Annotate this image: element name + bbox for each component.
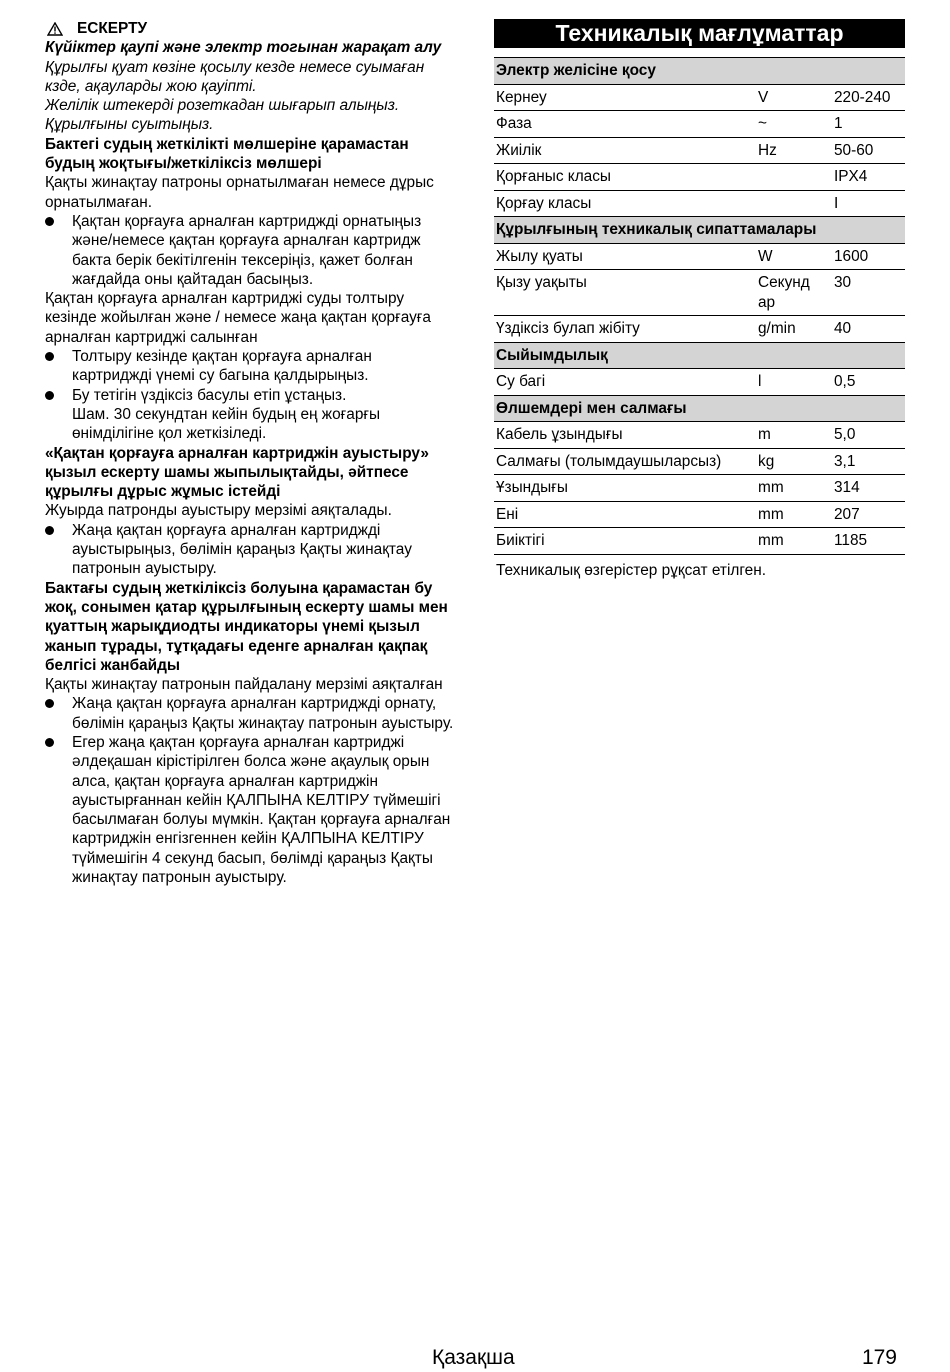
spec-value: 5,0 <box>832 422 905 449</box>
spec-row <box>494 84 905 111</box>
spec-value: 3,1 <box>832 448 905 475</box>
spec-label: Фаза <box>494 111 756 138</box>
remedy-item: Егер жаңа қақтан қорғауға арналған картриджі әлдеқашан кірістірілген болса және ақаулық орын алса, қақтан қорғауға арналған картриджін ауыстырғаннан кейін ҚАЛПЫНА КЕЛТІРУ түймешігі басылмаған болуы мүмкін. Қақтан қорғауға арналған картриджін енгізгеннен кейін ҚАЛПЫНА КЕЛТІРУ түймешігін 4 секунд басып, бөлімді қараңыз Қақты жинақтау патронын ауыстыру. <box>45 733 455 887</box>
footer-language: Қазақша <box>432 1346 515 1369</box>
spec-unit: l <box>756 369 832 396</box>
spec-unit: Секунд ар <box>756 270 832 316</box>
page-number: 179 <box>861 1346 897 1369</box>
spec-row <box>494 369 905 396</box>
spec-row <box>494 111 905 138</box>
spec-unit <box>756 164 832 191</box>
warning-line: Желілік штекерді розеткадан шығарып алыңыз. Құрылғыны суытыңыз. <box>45 97 400 134</box>
trouble-cause: Қақты жинақтау патронын пайдалану мерзімі аяқталған <box>45 676 443 694</box>
left-column <box>45 19 455 887</box>
spec-row <box>494 164 905 191</box>
spec-label: Жиілік <box>494 137 756 164</box>
trouble-title: Бактағы судың жеткіліксіз болуына қарамастан бу жоқ, сонымен қатар құрылғының ескерту шамы мен қуаттың жарықдиодты индикаторы үнемі қызыл жанып тұрады, тұтқадағы еденге арналған қақпақ белгісі жанбайды <box>45 579 448 674</box>
spec-value: 314 <box>832 475 905 502</box>
right-column <box>494 19 905 580</box>
spec-unit: W <box>756 243 832 270</box>
spec-group-row <box>494 217 905 244</box>
spec-label: Су багі <box>494 369 756 396</box>
spec-group-row <box>494 342 905 369</box>
remedy-item: Жаңа қақтан қорғауға арналған картриджді орнату, бөлімін қараңыз Қақты жинақтау патронын ауыстыру. <box>45 694 455 733</box>
spec-row <box>494 190 905 217</box>
spec-value: 1185 <box>832 528 905 555</box>
spec-value: I <box>832 190 905 217</box>
spec-row <box>494 270 905 316</box>
remedy-item: Жаңа қақтан қорғауға арналған картриджді ауыстырыңыз, бөлімін қараңыз Қақты жинақтау патронын ауыстыру. <box>45 521 455 579</box>
remedy-item: Толтыру кезінде қақтан қорғауға арналған картриджді үнемі су багына қалдырыңыз. <box>45 347 455 386</box>
warning-line: Құрылғы қуат көзіне қосылу кезде немесе суымаған кзде, ақауларды жою қауіпті. <box>45 58 425 95</box>
spec-value: 1 <box>832 111 905 138</box>
spec-row <box>494 448 905 475</box>
spec-row <box>494 316 905 343</box>
spec-group-row <box>494 58 905 85</box>
spec-unit <box>756 190 832 217</box>
spec-value: 30 <box>832 270 905 316</box>
trouble-title: «Қақтан қорғауға арналған картриджін ауыстыру» қызыл ескерту шамы жыпылықтайды, әйтпесе құрылғы дұрыс жұмыс істейді <box>45 444 429 501</box>
spec-group-row <box>494 395 905 422</box>
spec-unit: V <box>756 84 832 111</box>
spec-row <box>494 475 905 502</box>
spec-group-heading: Сыйымдылық <box>494 342 905 369</box>
trouble-cause: Қақты жинақтау патроны орнатылмаған немесе дұрыс орнатылмаған. <box>45 174 434 211</box>
specs-title: Техникалық мағлұматтар <box>494 19 905 48</box>
spec-label: Кабель ұзындығы <box>494 422 756 449</box>
spec-label: Салмағы (толымдаушыларсыз) <box>494 448 756 475</box>
spec-unit: m <box>756 422 832 449</box>
spec-label: Кернеу <box>494 84 756 111</box>
spec-unit: g/min <box>756 316 832 343</box>
warning-triangle-icon <box>47 22 63 36</box>
spec-value: IPX4 <box>832 164 905 191</box>
spec-label: Биіктігі <box>494 528 756 555</box>
spec-unit: kg <box>756 448 832 475</box>
spec-value: 50-60 <box>832 137 905 164</box>
spec-row <box>494 528 905 555</box>
specs-note: Техникалық өзгерістер рұқсат етілген. <box>496 561 766 579</box>
spec-value: 0,5 <box>832 369 905 396</box>
spec-unit: Hz <box>756 137 832 164</box>
spec-value: 220-240 <box>832 84 905 111</box>
spec-label: Үздіксіз булап жібіту <box>494 316 756 343</box>
warning-subheading: Күйіктер қаупі және электр тогынан жарақат алу <box>45 39 442 57</box>
spec-unit: mm <box>756 501 832 528</box>
spec-label: Қорғау класы <box>494 190 756 217</box>
spec-row <box>494 501 905 528</box>
trouble-cause: Қақтан қорғауға арналған картриджі суды толтыру кезінде жойылған және / немесе жаңа қақтан қорғауға арналған картриджі салынған <box>45 290 431 346</box>
specs-table <box>494 57 905 555</box>
trouble-cause: Жуырда патронды ауыстыру мерзімі аяқталады. <box>45 502 392 520</box>
warning-heading-text: ЕСКЕРТУ <box>77 20 148 37</box>
remedy-item: Бу тетігін үздіксіз басулы етіп ұстаңыз. <box>45 386 455 405</box>
spec-label: Қорғаныс класы <box>494 164 756 191</box>
spec-row <box>494 137 905 164</box>
spec-unit: ~ <box>756 111 832 138</box>
spec-label: Жылу қуаты <box>494 243 756 270</box>
remedy-continuation: Шам. 30 секундтан кейін будың ең жоғарғы өнімділігіне қол жеткізіледі. <box>72 405 381 443</box>
spec-group-heading: Өлшемдері мен салмағы <box>494 395 905 422</box>
spec-row <box>494 422 905 449</box>
spec-group-heading: Электр желісіне қосу <box>494 58 905 85</box>
spec-value: 1600 <box>832 243 905 270</box>
warning-heading <box>45 19 455 38</box>
spec-value: 207 <box>832 501 905 528</box>
spec-label: Ұзындығы <box>494 475 756 502</box>
remedy-item: Қақтан қорғауға арналған картриджді орнатыңыз және/немесе қақтан қорғауға арналған картридж бакта берік бекітілгенін тексеріңіз, қажет болған жағдайда оны қайтадан басыңыз. <box>45 212 455 289</box>
spec-label: Ені <box>494 501 756 528</box>
spec-group-heading: Құрылғының техникалық сипаттамалары <box>494 217 905 244</box>
spec-row <box>494 243 905 270</box>
spec-value: 40 <box>832 316 905 343</box>
trouble-title: Бактегі судың жеткілікті мөлшеріне қарамастан будың жоқтығы/жеткіліксіз мөлшері <box>45 135 409 173</box>
spec-label: Қызу уақыты <box>494 270 756 316</box>
spec-unit: mm <box>756 475 832 502</box>
spec-unit: mm <box>756 528 832 555</box>
